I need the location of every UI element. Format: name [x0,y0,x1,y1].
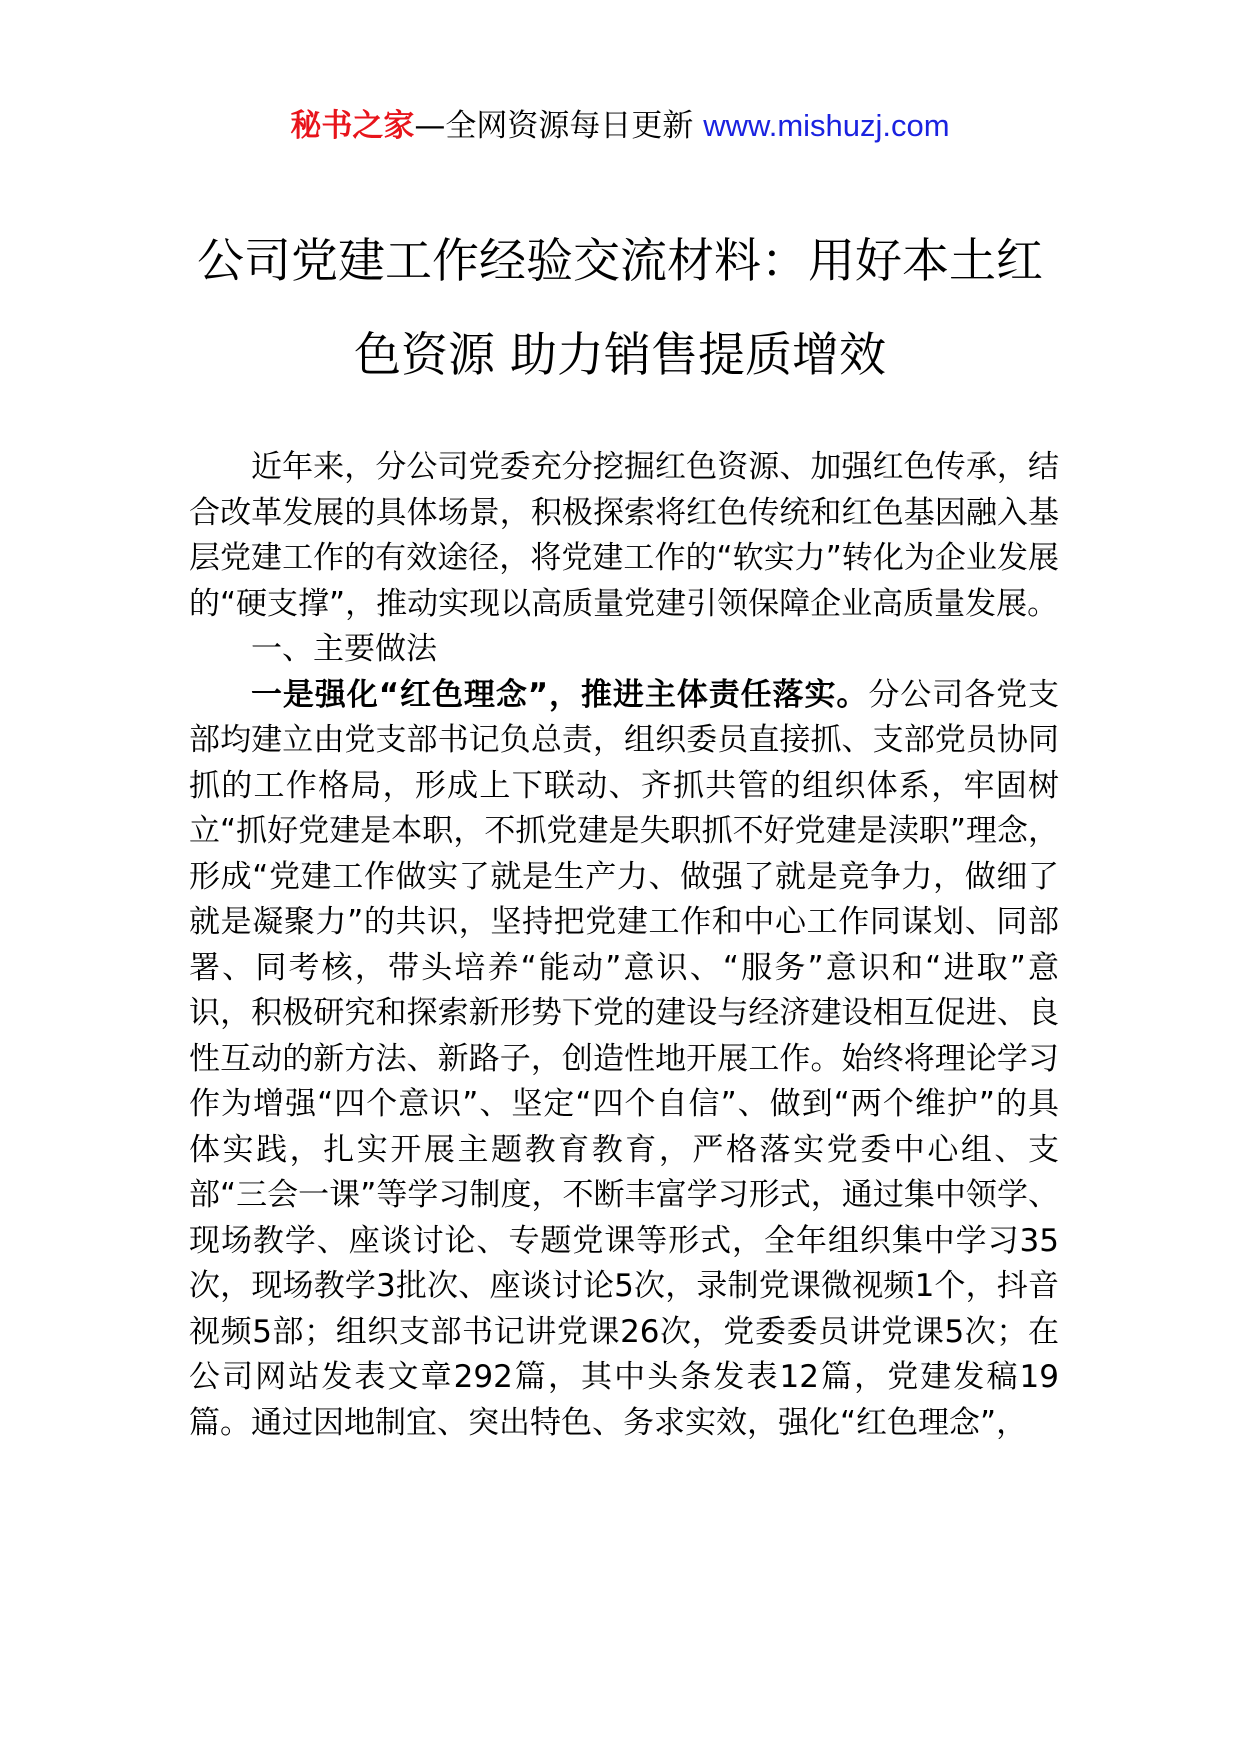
document-title [150,215,1090,403]
intro-paragraph: 近年来，分公司党委充分挖掘红色资源、加强红色传承，结合改革发展的具体场景，积极探索将红色传统和红色基因融入基层党建工作的有效途径，将党建工作的“软实力”转化为企业发展的“硬支撑”，推动实现以高质量党建引领保障企业高质量发展。 [189,449,1059,622]
paragraph-1-lead: 一是强化“红色理念”，推进主体责任落实。 [251,676,869,713]
paragraph-1-text: 分公司各党支部均建立由党支部书记负总责，组织委员直接抓、支部党员协同抓的工作格局，形成上下联动、齐抓共管的组织体系，牢固树立“抓好党建是本职，不抓党建是失职抓不好党建是渎职”理念，形成“党建工作做实了就是生产力、做强了就是竞争力，做细了就是凝聚力”的共识，坚持把党建工作和中心工作同谋划、同部署、同考核，带头培养“能动”意识、“服务”意识和“进取”意识，积极研究和探索新形势下党的建设与经济建设相互促进、良性互动的新方法、新路子，创造性地开展工作。始终将理论学习作为增强“四个意识”、坚定“四个自信”、做到“两个维护”的具体实践，扎实开展主题教育教育，严格落实党委中心组、支部“三会一课”等学习制度，不断丰富学习形式，通过集中领学、现场教学、座谈讨论、专题党课等形式，全年组织集中学习35次，现场教学3批次、座谈讨论5次，录制党课微视频1个，抖音视频5部；组织支部书记讲党课26次，党委委员讲党课5次；在公司网站发表文章292篇，其中头条发表12篇，党建发稿19篇。通过因地制宜、突出特色、务求实效，强化“红色理念”， [189,676,1060,1441]
brand-name: 秘书之家 [290,108,415,144]
document-body [189,445,1059,1446]
title-line-1: 公司党建工作经验交流材料：用好本土红 [197,234,1043,289]
paragraph-1 [189,673,1059,1447]
site-banner [0,98,1240,154]
section-heading: 一、主要做法 [251,631,437,667]
title-line-2: 色资源 助力销售提质增效 [354,328,886,383]
banner-slogan: —全网资源每日更新 [414,108,694,144]
site-link[interactable]: www.mishuzj.com [703,108,950,143]
